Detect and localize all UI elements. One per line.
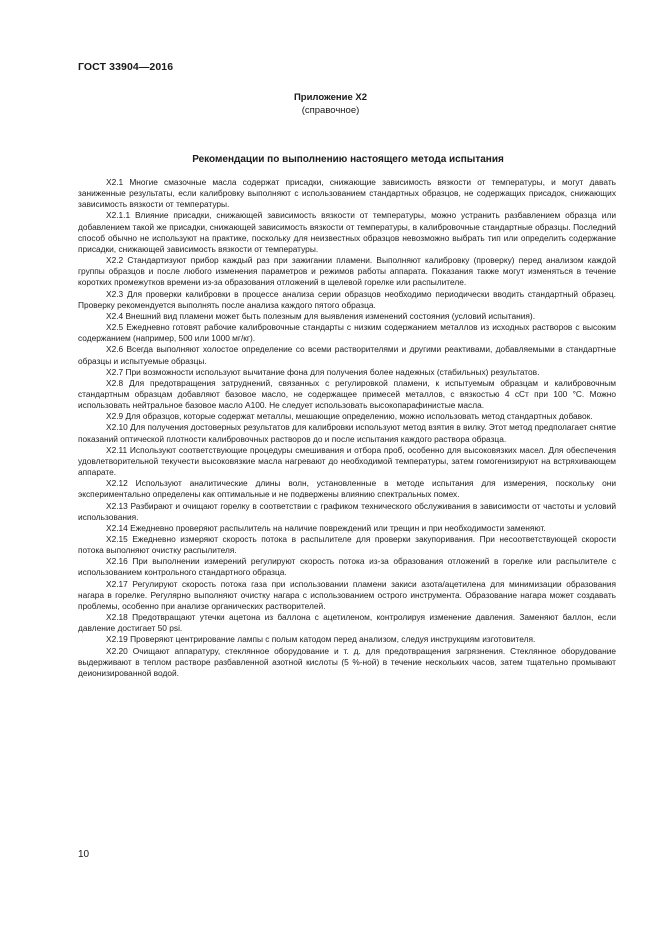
paragraph-x2-12: Х2.12 Используют аналитические длины волн, установленные в методе испытания для измерения, поскольку они экспериментально определены как оптимальные и не подвержены влиянию спектральных помех. [78, 478, 616, 500]
paragraph-x2-1: Х2.1 Многие смазочные масла содержат присадки, снижающие зависимость вязкости от температуры, и могут давать заниженные результаты, если калибровку выполняют с использованием стандартных образцов, не содержащих присадок, снижающих зависимость вязкости от температуры. [78, 177, 616, 210]
paragraph-x2-14: Х2.14 Ежедневно проверяют распылитель на наличие повреждений или трещин и при необходимости заменяют. [106, 522, 546, 533]
section-title: Рекомендации по выполнению настоящего метода испытания [192, 154, 504, 165]
paragraph-x2-18: Х2.18 Предотвращают утечки ацетона из баллона с ацетиленом, контролируя изменение давления. Заменяют баллон, если давление достигает 50 psi. [78, 612, 616, 634]
paragraph-x2-2: Х2.2 Стандартизуют прибор каждый раз при зажигании пламени. Выполняют калибровку (проверку) перед анализом каждой группы образцов и после любого изменения параметров и режимов работы аппарата. Показания также могут изменяться в течение коротких промежутков времени из-за образования отложений в щелевой горелке или распылителе. [78, 255, 616, 288]
paragraph-x2-4: Х2.4 Внешний вид пламени может быть полезным для выявления изменений состояния (условий испытания). [106, 310, 536, 321]
document-header: ГОСТ 33904—2016 [78, 61, 174, 73]
paragraph-x2-10: Х2.10 Для получения достоверных результатов для калибровки используют метод взятия в вилку. Этот метод предполагает снятие показаний оптической плотности калибровочных растворов до и после испытания каждого раствора образца. [78, 422, 616, 444]
paragraph-x2-11: Х2.11 Используют соответствующие процедуры смешивания и отбора проб, особенно для высоковязких масел. Для обеспечения удовлетворительной текучести высоковязкие масла нагревают до необходимой температуры, затем гомогенизируют на встряхивающем аппарате. [78, 444, 616, 478]
body-text [78, 177, 616, 679]
appendix-subtitle: (справочное) [301, 104, 360, 116]
paragraph-x2-1-1: Х2.1.1 Влияние присадки, снижающей зависимость вязкости от температуры, можно устранить разбавлением образца или добавлением такой же присадки, снижающей зависимость вязкости от температуры, в калибровочные стандартные образцы. Последний способ обычно не используют на практике, поскольку для неизвестных образцов невозможно выбрать тип или определить содержание присадки, снижающей зависимость вязкости от температуры. [78, 210, 616, 254]
appendix-title: Приложение Х2 [293, 92, 368, 103]
paragraph-x2-3: Х2.3 Для проверки калибровки в процессе анализа серии образцов необходимо периодически вводить стандартный образец. Проверку рекомендуется выполнять после анализа каждого пятого образца. [78, 288, 616, 310]
appendix-heading [0, 92, 661, 117]
paragraph-x2-17: Х2.17 Регулируют скорость потока газа при использовании пламени закиси азота/ацетилена для минимизации образования нагара в горелке. Регулярно выполняют очистку нагара с использованием острого инструмента. Образование нагара может создавать проблемы, особенно при анализе органических растворителей. [78, 578, 616, 611]
paragraph-x2-15: Х2.15 Ежедневно измеряют скорость потока в распылителе для проверки закупоривания. При несоответствующей скорости потока выполняют очистку распылителя. [78, 534, 616, 556]
paragraph-x2-8: Х2.8 Для предотвращения затруднений, связанных с регулировкой пламени, к испытуемым образцам и калибровочным стандартным образцам добавляют базовое масло, не содержащее примесей металлов, с вязкостью 4 сСт при 100 °С. Можно использовать нейтральное базовое масло А100. Не следует использовать высокопарафинистые масла. [78, 377, 616, 411]
paragraph-x2-9: Х2.9 Для образцов, которые содержат металлы, мешающие определению, можно использовать метод стандартных добавок. [106, 411, 593, 422]
paragraph-x2-16: Х2.16 При выполнении измерений регулируют скорость потока из-за образования отложений в горелке или распылителе с использованием контрольного стандартного образца. [78, 556, 616, 578]
paragraph-x2-7: Х2.7 При возможности используют вычитание фона для получения более надежных (стабильных) результатов. [106, 366, 540, 377]
paragraph-x2-19: Х2.19 Проверяют центрирование лампы с полым катодом перед анализом, следуя инструкциям изготовителя. [106, 634, 536, 645]
page-number: 10 [78, 849, 90, 860]
paragraph-x2-6: Х2.6 Всегда выполняют холостое определение со всеми растворителями и другими реактивами, добавляемыми в стандартные образцы и испытуемые образцы. [78, 344, 616, 366]
paragraph-x2-13: Х2.13 Разбирают и очищают горелку в соответствии с графиком технического обслуживания в зависимости от частоты и условий использования. [78, 500, 616, 522]
paragraph-x2-20: Х2.20 Очищают аппаратуру, стеклянное оборудование и т. д. для предотвращения загрязнения. Стеклянное оборудование выдерживают в теплом растворе разбавленной азотной кислоты (5 %-ной) в течение нескольких часов, затем тщательно промывают деионизированной водой. [78, 645, 616, 678]
paragraph-x2-5: Х2.5 Ежедневно готовят рабочие калибровочные стандарты с низким содержанием металлов из исходных растворов с высоким содержанием (например, 500 или 1000 мг/кг). [78, 322, 616, 344]
